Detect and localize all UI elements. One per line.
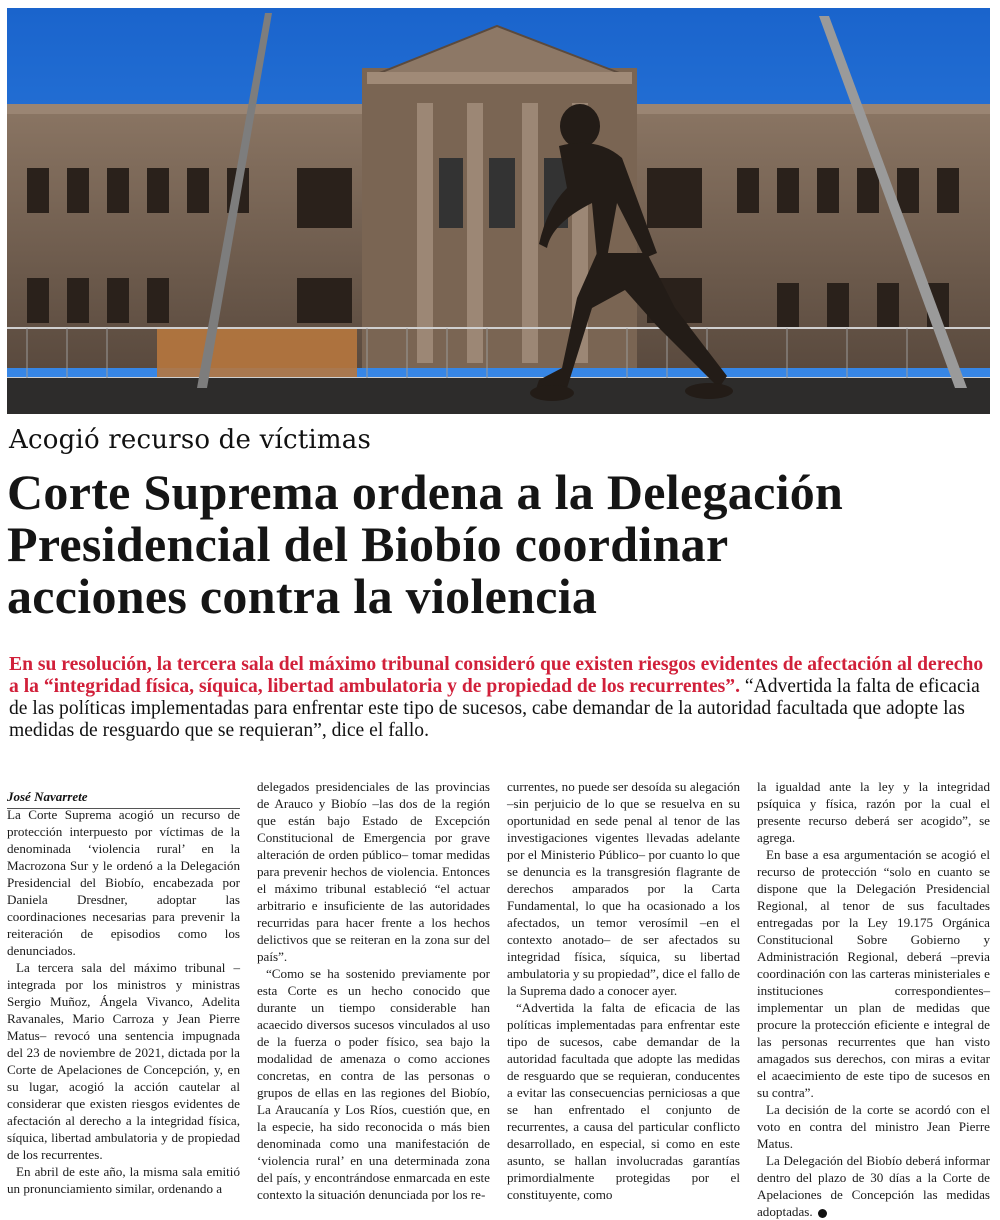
headline-line: acciones contra la violencia xyxy=(7,568,598,624)
body-paragraph: En base a esa argumentación se acogió el recurso de protección “solo en cuanto se dispone que la Delegación Presidencial Regional, al tenor de sus facultades entregadas por la Ley 19.175 Orgánica Constitucional Sobre Gobierno y Administración Regional, deberá –previa coordinación con las carteras ministeriales e instituciones correspondientes– implementar un plan de medidas que procure la protección eficiente e integral de las personas recurrentes que han visto amagados sus derechos, con miras a evitar el acaecimiento de este tipo de sucesos en su contra”. xyxy=(757,847,990,1100)
body-column-1 xyxy=(7,806,240,1197)
body-paragraph: la igualdad ante la ley y la integridad psíquica y física, razón por la cual el presente recurso deberá ser acogido”, se agrega. xyxy=(757,779,990,845)
headline-line: Presidencial del Biobío coordinar xyxy=(7,516,729,572)
body-paragraph: currentes, no puede ser desoída su alegación –sin perjuicio de lo que se resuelva en su oportunidad en sede penal al tenor de las investigaciones vigentes llevadas adelante por el Ministerio Público– por cuanto lo que se denuncia es la transgresión flagrante de derechos amparados por la Carta Fundamental, lo que ha ocasionado a los afectados, un temor verosímil –en el contexto anotado– de ser afectados su integridad física, síquica, su libertad ambulatoria y su propiedad”, dice el fallo de la Suprema dado a conocer ayer. xyxy=(507,779,740,998)
lead-highlight: En su resolución, la tercera sala del máximo tribunal consideró que existen riesgos evidentes de afectación al derecho a la “integridad física, síquica, libertad ambulatoria y de propiedad de los recurrentes”. xyxy=(9,654,984,697)
headline-line: Corte Suprema ordena a la Delegación xyxy=(7,464,844,520)
body-paragraph: La tercera sala del máximo tribunal –integrada por los ministros y ministras Sergio Muñoz, Ángela Vivanco, Adelita Ravanales, Mario Carroza y Jean Pierre Matus– revocó una sentencia impugnada del 23 de noviembre de 2021, dictada por la Corte de Apelaciones de Concepción, y, en su lugar, acogió la acción cautelar al considerar que existen riesgos evidentes de afectación al derecho a la integridad física, síquica, libertad ambulatoria y de propiedad de los recurrentes. xyxy=(7,960,240,1162)
article-lead xyxy=(9,654,984,742)
article-kicker: Acogió recurso de víctimas xyxy=(9,425,372,455)
body-paragraph xyxy=(757,1152,990,1220)
lead-text: “Advertida la falta de eficacia de las políticas implementadas para enfrentar este tipo de sucesos, cabe demandar de la autoridad facultada que adopte las medidas de resguardo que se requieran”, dice el fallo. xyxy=(9,676,980,741)
body-column-4 xyxy=(757,778,990,1220)
closing-paragraph-text: La Delegación del Biobío deberá informar dentro del plazo de 30 días a la Corte de Apelaciones de Concepción las medidas adoptadas. xyxy=(757,1153,990,1219)
body-column-3 xyxy=(507,778,740,1203)
article-headline xyxy=(7,466,992,622)
end-of-article-icon xyxy=(818,1209,827,1218)
body-paragraph: “Advertida la falta de eficacia de las políticas implementadas para enfrentar este tipo de sucesos, cabe demandar de la autoridad facultada que adopte las medidas de resguardo que se requieran, conducentes a evitar las consecuencias perniciosas a que se han enfrentado el conjunto de recurrentes, a causa del particular conflicto desarrollado, en especial, si como en este asunto, se hallan involucradas garantías primordialmente protegidas por el constituyente, como xyxy=(507,1000,740,1202)
article-photo xyxy=(7,8,990,414)
body-paragraph: delegados presidenciales de las provincias de Arauco y Biobío –las dos de la región que están bajo Estado de Excepción Constitucional de Emergencia por grave alteración de orden público– tomar medidas para prevenir hechos de violencia. Entonces el máximo tribunal estableció “el actuar arbitrario e insuficiente de las autoridades recurridas para hacer frente a los hechos delictivos que se reiteran en la zona sur del país”. xyxy=(257,779,490,964)
courthouse-illustration xyxy=(7,8,990,414)
author-byline: José Navarrete xyxy=(7,789,240,809)
body-paragraph: En abril de este año, la misma sala emitió un pronunciamiento similar, ordenando a xyxy=(7,1164,240,1196)
body-paragraph: La decisión de la corte se acordó con el voto en contra del ministro Jean Pierre Matus. xyxy=(757,1102,990,1151)
body-paragraph: “Como se ha sostenido previamente por esta Corte es un hecho conocido que durante un tiempo considerable han acaecido diversos sucesos vinculados al uso de la fuerza o poder físico, sea bajo la modalidad de amenaza o como acciones concretas, en contra de las personas o grupos de ellas en las regiones del Biobío, La Araucanía y Los Ríos, cuestión que, en la especie, ha sido reconocida o más bien denominada como una manifestación de ‘violencia rural’ en una determinada zona del país, y encontrándose enmarcada en este contexto la situación denunciada por los re- xyxy=(257,966,490,1202)
body-paragraph: La Corte Suprema acogió un recurso de protección interpuesto por víctimas de la denominada ‘violencia rural’ en la Macrozona Sur y le ordenó a la Delegación Presidencial del Biobío, encabezada por Daniela Dresdner, adoptar las coordinaciones necesarias para prevenir la reiteración de episodios como los denunciados. xyxy=(7,807,240,958)
body-column-2 xyxy=(257,778,490,1203)
